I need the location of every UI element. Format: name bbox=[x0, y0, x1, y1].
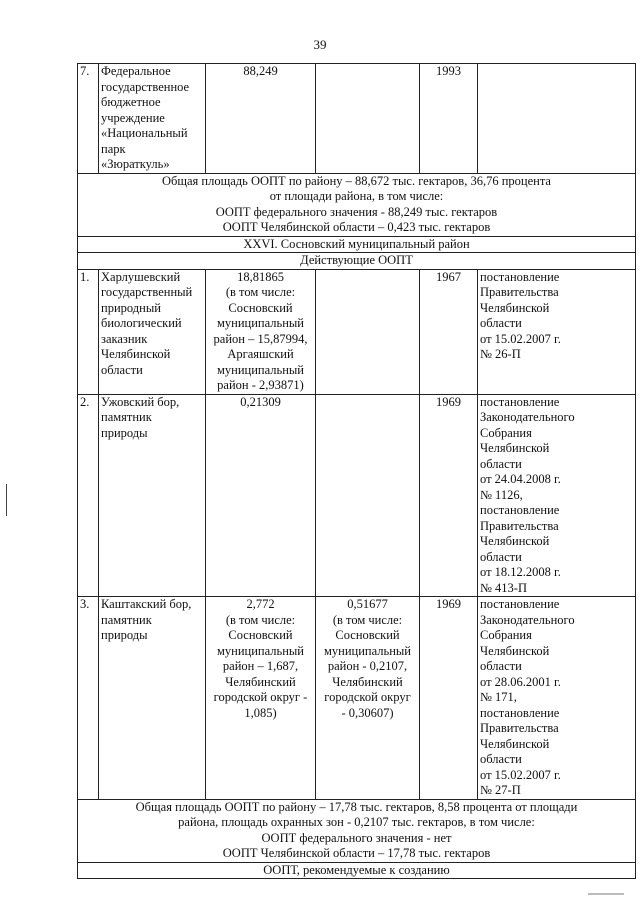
district-header-row bbox=[78, 236, 636, 253]
district-summary-row bbox=[78, 173, 636, 236]
legal-document: постановление Правительства Челябинской области от 15.02.2007 г. № 26-П bbox=[478, 269, 636, 394]
buffer-zone-size: 0,51677 (в том числе: Сосновский муниципальный район - 0,2107, Челябинский городской округ - 0,30607) bbox=[316, 597, 420, 800]
scan-artifact-mark bbox=[588, 893, 624, 895]
legal-document bbox=[478, 64, 636, 174]
legal-document: постановление Законодательного Собрания Челябинской области от 28.06.2001 г. № 171, постановление Правительства Челябинской области от 15.02.2007 г. № 27-П bbox=[478, 597, 636, 800]
section-header-row bbox=[78, 253, 636, 270]
page-number: 39 bbox=[313, 37, 327, 52]
area-size: 88,249 bbox=[206, 64, 316, 174]
table-row bbox=[78, 269, 636, 394]
legal-document: постановление Законодательного Собрания Челябинской области от 24.04.2008 г. № 1126, постановление Правительства Челябинской области от 18.12.2008 г. № 413-П bbox=[478, 394, 636, 597]
area-name: Каштакский бор, памятник природы bbox=[99, 597, 206, 800]
district-summary: Общая площадь ООПТ по району – 17,78 тыс. гектаров, 8,58 процента от площади района, площадь охранных зон - 0,2107 тыс. гектаров, в том числе: ООПТ федерального значения - нет ООПТ Челябинской области – 17,78 тыс. гектаров bbox=[78, 799, 636, 862]
buffer-zone-size bbox=[316, 269, 420, 394]
area-size: 18,81865 (в том числе: Сосновский муниципальный район – 15,87994, Аргаяшский муниципальный район - 2,93871) bbox=[206, 269, 316, 394]
district-summary: Общая площадь ООПТ по району – 88,672 тыс. гектаров, 36,76 процента от площади района, в том числе: ООПТ федерального значения - 88,249 тыс. гектаров ООПТ Челябинской области – 0,423 тыс. гектаров bbox=[78, 173, 636, 236]
area-size: 0,21309 bbox=[206, 394, 316, 597]
row-number: 3. bbox=[78, 597, 99, 800]
protected-areas-table bbox=[77, 63, 636, 879]
row-number: 1. bbox=[78, 269, 99, 394]
section-header-active: Действующие ООПТ bbox=[78, 253, 636, 270]
area-name: Ужовский бор, памятник природы bbox=[99, 394, 206, 597]
year-established: 1969 bbox=[420, 394, 478, 597]
year-established: 1993 bbox=[420, 64, 478, 174]
buffer-zone-size bbox=[316, 64, 420, 174]
area-size: 2,772 (в том числе: Сосновский муниципальный район – 1,687, Челябинский городской округ - 1,085) bbox=[206, 597, 316, 800]
district-summary-row bbox=[78, 799, 636, 862]
table-row bbox=[78, 597, 636, 800]
buffer-zone-size bbox=[316, 394, 420, 597]
area-name: Федеральное государственное бюджетное учреждение «Национальный парк «Зюраткуль» bbox=[99, 64, 206, 174]
table-row bbox=[78, 394, 636, 597]
district-header: XXVI. Сосновский муниципальный район bbox=[78, 236, 636, 253]
row-number: 2. bbox=[78, 394, 99, 597]
section-header-recommended: ООПТ, рекомендуемые к созданию bbox=[78, 862, 636, 879]
row-number: 7. bbox=[78, 64, 99, 174]
table-row bbox=[78, 64, 636, 174]
section-header-row bbox=[78, 862, 636, 879]
area-name: Харлушевский государственный природный биологический заказник Челябинской области bbox=[99, 269, 206, 394]
year-established: 1967 bbox=[420, 269, 478, 394]
year-established: 1969 bbox=[420, 597, 478, 800]
scan-edge-mark bbox=[6, 484, 7, 516]
